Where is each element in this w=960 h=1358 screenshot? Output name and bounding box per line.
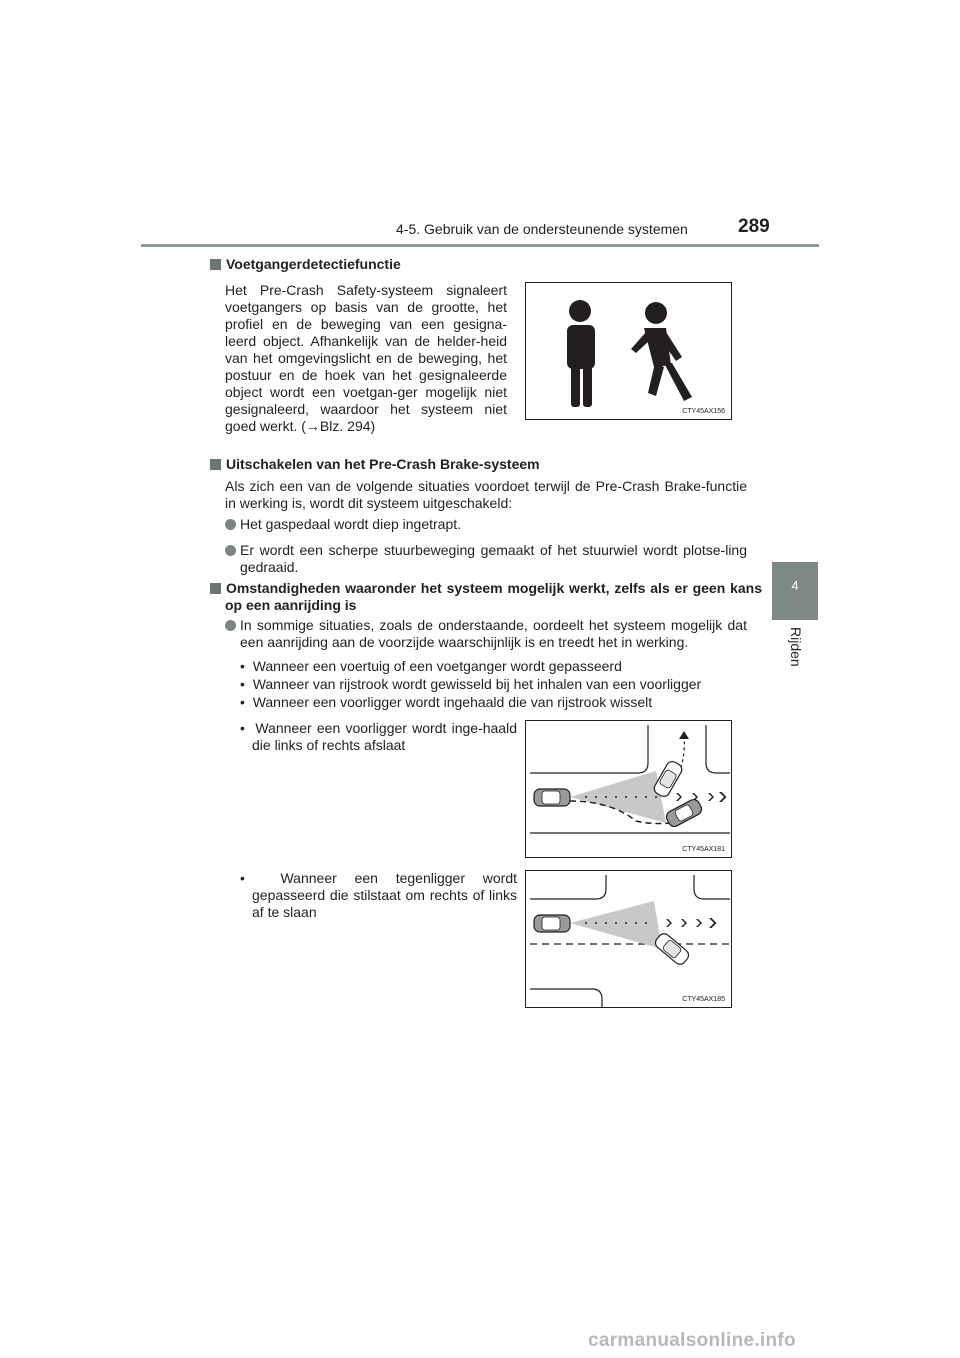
own-car-icon: [534, 789, 570, 806]
deactivate-bullet-1: [225, 516, 747, 533]
section-heading-text: Uitschakelen van het Pre-Crash Brake-systeem: [226, 456, 540, 472]
sub-item-1: • Wanneer een voertuig of een voetganger wordt gepasseerd: [240, 658, 622, 674]
sub-item-5: • Wanneer een tegenligger wordt gepasseerd die stilstaat om rechts of links af te slaan: [240, 870, 517, 920]
bullet-text: In sommige situaties, zoals de onderstaande, oordeelt het systeem mogelijk dat een aanrijding aan de voorzijde waarschijnlijk is en treedt het in werking.: [240, 617, 747, 650]
chapter-tab-number: 4: [791, 578, 799, 593]
oncoming-car-diagram: [526, 871, 731, 1007]
oncoming-car-figure: [525, 870, 732, 1008]
bullet-text: Het gaspedaal wordt diep ingetrapt.: [240, 516, 462, 532]
deactivate-intro: Als zich een van de volgende situaties voordoet terwijl de Pre-Crash Brake-functie in werking is, wordt dit systeem uitgeschakeld:: [225, 478, 747, 511]
figure-code: CTY45AX156: [682, 408, 725, 415]
bullet-text: Er wordt een scherpe stuurbeweging gemaakt of het stuurwiel wordt plotse-ling gedraaid.: [240, 542, 747, 575]
chapter-label-text: Rijden: [788, 627, 804, 667]
circle-bullet-icon: [225, 620, 236, 631]
circle-bullet-icon: [225, 545, 236, 556]
section-heading-text: Voetgangerdetectiefunctie: [226, 256, 401, 272]
deactivate-bullet-2: [225, 542, 747, 576]
turning-car-figure: [525, 720, 732, 858]
figure-code: CTY45AX185: [682, 996, 725, 1003]
section-heading-pedestrian: [210, 256, 401, 273]
square-bullet-icon: [210, 259, 221, 270]
header-rule: [141, 244, 819, 247]
sub-item-text: Wanneer een voorligger wordt inge-haald die links of rechts afslaat: [252, 720, 517, 753]
sub-item-text: Wanneer van rijstrook wordt gewisseld bij het inhalen van een voorligger: [252, 676, 702, 692]
sub-item-3: • Wanneer een voorligger wordt ingehaald die van rijstrook wisselt: [240, 694, 653, 710]
sub-item-4: • Wanneer een voorligger wordt inge-haald die links of rechts afslaat: [240, 720, 517, 753]
sub-item-text: Wanneer een tegenligger wordt gepasseerd die stilstaat om rechts of links af te slaan: [252, 870, 517, 920]
own-car-icon: [534, 915, 570, 932]
section-heading-conditions: [210, 580, 762, 614]
pedestrian-figure: [525, 282, 732, 420]
running-header: 4-5. Gebruik van de ondersteunende systemen: [396, 221, 688, 237]
section-heading-deactivate: [210, 456, 540, 473]
pedestrian-icon: [526, 283, 731, 419]
square-bullet-icon: [210, 459, 221, 470]
sub-item-text: Wanneer een voorligger wordt ingehaald die van rijstrook wisselt: [252, 694, 653, 710]
section-heading-text: Omstandigheden waaronder het systeem mogelijk werkt, zelfs als er geen kans op een aanrijding is: [225, 580, 762, 613]
conditions-bullet: [225, 617, 747, 651]
chapter-label: [786, 627, 806, 687]
sub-item-text: Wanneer een voertuig of een voetganger wordt gepasseerd: [252, 658, 622, 674]
figure-code: CTY45AX181: [682, 846, 725, 853]
page-number: 289: [738, 216, 770, 237]
sub-item-2: • Wanneer van rijstrook wordt gewisseld bij het inhalen van een voorligger: [240, 676, 702, 692]
square-bullet-icon: [210, 583, 221, 594]
circle-bullet-icon: [225, 519, 236, 530]
turning-car-diagram: [526, 721, 731, 857]
pedestrian-paragraph: Het Pre-Crash Safety-systeem signaleert voetgangers op basis van de grootte, het profiel en de beweging van een gesigna-leerd object. Afhankelijk van de helder-heid van het omgevingslicht en de beweging, het postuur en de hoek van het gesignaleerde object wordt een voetgan-ger mogelijk niet gesignaleerd, waardoor het systeem niet goed werkt. (→Blz. 294): [225, 282, 507, 434]
watermark: carmanualsonline.info: [588, 1330, 796, 1351]
